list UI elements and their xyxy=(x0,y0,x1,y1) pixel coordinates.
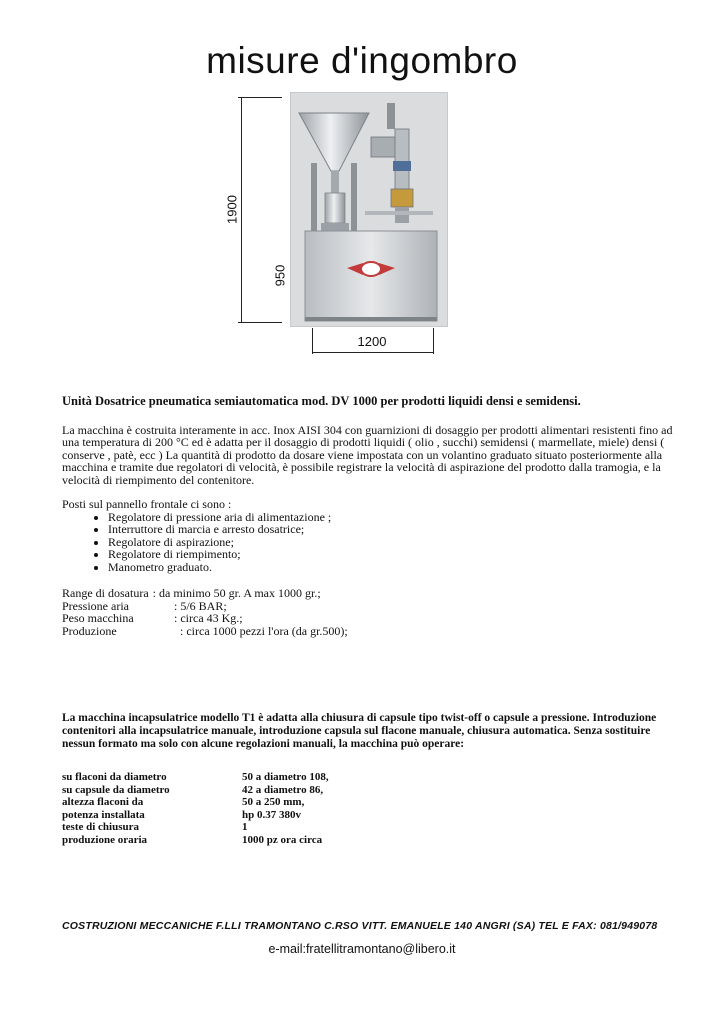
page-title: misure d'ingombro xyxy=(206,40,518,81)
product2-section xyxy=(62,712,682,846)
dim-line-1900 xyxy=(241,97,242,322)
spec-row xyxy=(62,587,682,600)
spec-key: potenza installata xyxy=(62,808,145,821)
list-item: • Interruttore di marcia e arresto dosatrice; xyxy=(108,523,682,536)
spec-row xyxy=(62,834,682,847)
spec-row xyxy=(62,600,682,613)
machine-illustration xyxy=(291,93,447,326)
spec-row xyxy=(62,625,682,638)
spec-value: : da minimo 50 gr. A max 1000 gr.; xyxy=(152,586,321,600)
spec-row xyxy=(62,612,682,625)
spec-key: altezza flaconi da xyxy=(62,796,144,808)
spec-value: hp 0.37 380v xyxy=(242,808,301,821)
spec-value: : 5/6 BAR; xyxy=(174,598,227,613)
spec-key: su flaconi da diametro xyxy=(62,771,167,783)
dim-tick-1200-left xyxy=(312,328,313,354)
dim-tick-1900-top xyxy=(238,97,282,98)
spec-key: Pressione aria xyxy=(62,598,129,613)
spec-row xyxy=(62,784,682,797)
machine-photo xyxy=(290,92,448,327)
product1-paragraph: La macchina è costruita interamente in acc. Inox AISI 304 con guarnizioni di dosaggio per prodotti alimentari resistenti fino ad una temperatura di 200 °C ed è adatta per il dosaggio di prodotti liquidi ( olio , succhi) semidensi ( marmellate, miele) densi ( conserve , patè, ecc ) La quantità di prodotto da dosare viene impostata con un volantino graduato situato posteriormente alla macchina e tramite due regolatori di velocità, è possibile registrare la velocità di aspirazione del prodotto dalla tramogia, e la velocità di riempimento del contenitore. xyxy=(62,422,673,487)
panel-items-list xyxy=(62,511,682,574)
spec-value: : circa 43 Kg.; xyxy=(174,611,243,625)
product1-section xyxy=(62,395,682,637)
list-item: • Regolatore di aspirazione; xyxy=(108,536,682,549)
spec-value: 50 a 250 mm, xyxy=(242,796,305,808)
product2-specs xyxy=(62,771,682,846)
list-item: • Manometro graduato. xyxy=(108,561,682,574)
spec-key: Range di dosatura xyxy=(62,586,149,600)
spec-value: 1000 pz ora circa xyxy=(242,833,323,846)
list-item: • Regolatore di riempimento; xyxy=(108,548,682,561)
spec-row xyxy=(62,821,682,834)
spec-row xyxy=(62,809,682,822)
panel-intro: Posti sul pannello frontale ci sono : xyxy=(62,497,232,511)
spec-value: 42 a diametro 86, xyxy=(242,783,324,796)
company-footer: COSTRUZIONI MECCANICHE F.LLI TRAMONTANO C.RSO VITT. EMANUELE 140 ANGRI (SA) TEL E FAX: 081/949078 xyxy=(62,920,658,932)
dim-line-1200 xyxy=(312,352,433,353)
dim-label-950: 950 xyxy=(272,264,288,287)
spec-key: Peso macchina xyxy=(62,611,134,625)
spec-value: 1 xyxy=(242,821,248,833)
dim-label-1900: 1900 xyxy=(224,195,240,224)
spec-value: 50 a diametro 108, xyxy=(242,771,329,783)
product2-paragraph: La macchina incapsulatrice modello T1 è adatta alla chiusura di capsule tipo twist-off o capsule a pressione. Introduzione contenitori alla incapsulatrice manuale, introduzione capsula sul flacone manuale, chiusura automatica. Senza sostituire nessun formato ma solo con alcune regolazioni manuali, la macchina può operare: xyxy=(62,712,657,750)
dim-tick-1900-bottom xyxy=(238,322,282,323)
email-address: e-mail:fratellitramontano@libero.it xyxy=(268,942,456,956)
product1-specs xyxy=(62,587,682,637)
spec-row xyxy=(62,796,682,809)
spec-key: teste di chiusura xyxy=(62,821,139,833)
spec-row xyxy=(62,771,682,784)
spec-key: su capsule da diametro xyxy=(62,783,170,796)
spec-key: produzione oraria xyxy=(62,833,148,846)
spec-key: Produzione xyxy=(62,623,117,638)
dim-label-1200: 1200 xyxy=(357,334,387,349)
product1-heading: Unità Dosatrice pneumatica semiautomatica mod. DV 1000 per prodotti liquidi densi e semidensi. xyxy=(62,394,581,408)
dim-tick-1200-right xyxy=(433,328,434,354)
spec-value: : circa 1000 pezzi l'ora (da gr.500); xyxy=(180,623,348,638)
list-item: • Regolatore di pressione aria di alimentazione ; xyxy=(108,511,682,524)
